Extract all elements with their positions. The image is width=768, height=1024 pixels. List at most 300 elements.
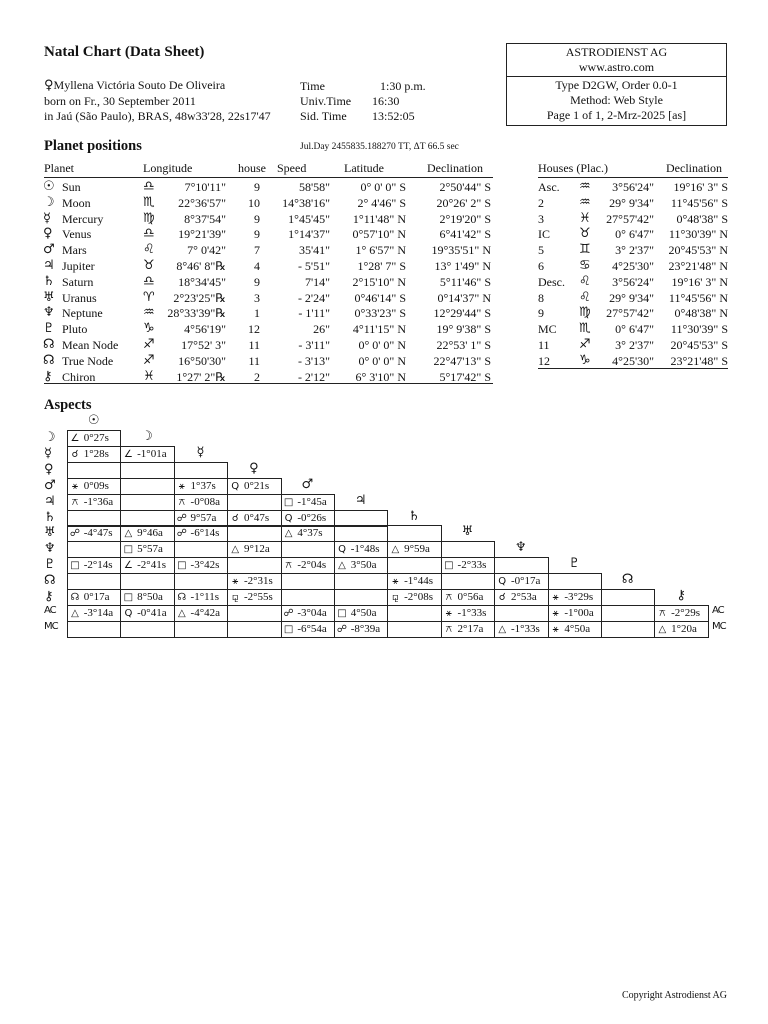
aspect-type-icon: ☊ — [70, 592, 80, 603]
aspect-cell — [441, 541, 495, 558]
aspect-type-icon: ⚻ — [445, 623, 453, 635]
house-declination: 19°16' 3" N — [671, 274, 728, 289]
aspect-type-icon: △ — [177, 607, 186, 619]
aspect-cell — [67, 573, 121, 590]
house-declination: 11°45'56" S — [670, 195, 728, 210]
aspect-orb: 1°20a — [668, 622, 697, 635]
house-longitude: 3°56'24" — [612, 180, 654, 194]
aspect-orb: 8°50a — [134, 591, 163, 603]
planet-declination: 19° 9'38" S — [436, 322, 491, 337]
aspect-type-icon: □ — [283, 623, 294, 635]
zodiac-sign-icon: ♍ — [579, 305, 591, 321]
planet-speed: 7'14" — [304, 274, 330, 289]
aspect-cell — [601, 589, 655, 606]
planet-speed: - 5'51" — [297, 259, 330, 273]
page-title: Natal Chart (Data Sheet) — [44, 44, 205, 60]
planet-house: 10 — [248, 195, 260, 210]
zodiac-sign-icon: ♈ — [143, 289, 155, 305]
planet-speed: 35'41" — [298, 243, 330, 258]
aspect-row-planet-icon: ♃ — [44, 493, 56, 509]
house-longitude: 3°56'24" — [612, 274, 654, 289]
aspect-cell — [67, 494, 121, 511]
aspect-orb: -3°42s — [187, 559, 220, 572]
aspect-type-icon: ⚹ — [552, 592, 559, 603]
aspect-cell — [281, 525, 335, 542]
aspect-orb: -4°47s — [81, 527, 113, 540]
aspect-orb: -0°41a — [134, 606, 167, 619]
aspect-cell — [174, 478, 228, 495]
aspect-cell — [174, 557, 228, 574]
aspect-row-label: MC — [44, 620, 58, 632]
univ-time-value: 16:30 — [372, 94, 400, 108]
aspect-type-icon: ∠ — [70, 433, 80, 444]
aspect-cell — [227, 605, 281, 622]
zodiac-sign-icon: ♎ — [143, 226, 155, 242]
planet-latitude: 0°46'14" S — [354, 290, 406, 305]
col-header-houses: Houses (Plac.) — [538, 161, 608, 175]
aspect-cell — [334, 589, 388, 606]
aspect-cell — [120, 557, 174, 574]
aspect-cell — [494, 589, 548, 606]
planet-glyph-icon: ⚷ — [43, 368, 53, 384]
aspect-column-planet-icon: ♂ — [301, 476, 314, 492]
aspect-cell — [120, 589, 174, 606]
planet-glyph-icon: ☊ — [43, 352, 55, 368]
aspect-orb: 0°17a — [81, 591, 110, 603]
aspect-cell — [67, 430, 121, 447]
aspect-cell — [281, 541, 335, 558]
planet-house: 9 — [254, 211, 260, 226]
zodiac-sign-icon: ♑ — [143, 321, 155, 337]
aspect-orb: -1°45a — [294, 495, 327, 508]
house-declination: 20°45'53" N — [668, 243, 728, 258]
aspects-title: Aspects — [44, 397, 92, 413]
planet-name: Moon — [62, 195, 91, 210]
planet-latitude: 0° 0' 0" N — [358, 353, 406, 368]
col-header-house: house — [238, 161, 266, 175]
aspect-cell — [227, 557, 281, 574]
aspect-orb: 2°17a — [454, 622, 484, 635]
house-longitude: 4°25'30" — [612, 353, 654, 368]
aspect-orb: 4°50a — [348, 606, 377, 619]
zodiac-sign-icon: ♒ — [579, 179, 591, 194]
aspect-row-planet-icon: ♄ — [44, 509, 56, 525]
house-name: Asc. — [538, 180, 560, 194]
aspect-cell — [281, 621, 335, 638]
aspect-orb: -2°04s — [294, 559, 327, 572]
aspect-orb: -1°36a — [81, 495, 114, 508]
zodiac-sign-icon: ♋ — [579, 258, 591, 273]
aspect-type-icon: Q — [124, 607, 133, 619]
aspect-cell — [67, 605, 121, 622]
aspect-cell — [654, 605, 708, 622]
zodiac-sign-icon: ♎ — [143, 179, 155, 194]
planet-longitude: 8°46' 8"℞ — [176, 259, 226, 273]
house-declination: 11°30'39" S — [670, 322, 728, 337]
aspect-type-icon: △ — [124, 528, 133, 540]
planet-latitude: 2°15'10" N — [352, 274, 406, 289]
house-name: MC — [538, 322, 557, 337]
aspect-type-icon: ⚹ — [552, 623, 559, 635]
planet-declination: 5°17'42" S — [439, 369, 491, 384]
julian-day: Jul.Day 2455835.188270 TT, ΔT 66.5 sec — [300, 142, 459, 152]
aspect-type-icon: ⚻ — [659, 607, 666, 619]
planet-latitude: 6° 3'10" N — [355, 369, 406, 384]
planet-declination: 12°29'44" S — [433, 306, 491, 321]
aspect-column-planet-icon: ☉ — [87, 413, 100, 429]
aspect-orb: 0°09s — [81, 479, 109, 492]
zodiac-sign-icon: ♏ — [579, 321, 591, 337]
aspect-cell — [281, 557, 335, 574]
zodiac-sign-icon: ♊ — [579, 242, 591, 258]
house-longitude: 27°57'42" — [606, 306, 654, 321]
aspect-type-icon: ☍ — [176, 512, 187, 524]
aspect-column-planet-icon: ♃ — [354, 492, 367, 508]
zodiac-sign-icon: ♐ — [143, 352, 155, 368]
aspect-type-icon: ⚼ — [231, 592, 239, 603]
aspect-row-planet-icon: ♇ — [44, 557, 56, 573]
planet-latitude: 4°11'15" N — [352, 322, 406, 337]
aspect-orb: 4°37s — [294, 527, 323, 540]
aspect-type-icon: □ — [177, 560, 187, 572]
aspect-orb: -3°04a — [294, 606, 327, 619]
aspect-orb: 4°50a — [561, 622, 591, 635]
aspect-orb: 9°46a — [134, 527, 163, 540]
planet-name: Sun — [62, 180, 81, 194]
aspect-cell — [387, 573, 441, 590]
aspect-cell — [120, 462, 174, 479]
aspect-cell — [227, 494, 281, 511]
aspect-cell — [494, 605, 548, 622]
house-longitude: 4°25'30" — [612, 259, 654, 273]
aspect-type-icon: ⚹ — [72, 480, 78, 492]
aspect-row-label-right: AC — [712, 604, 724, 616]
aspect-cell — [441, 605, 495, 622]
planet-glyph-icon: ☉ — [43, 179, 55, 194]
house-declination: 20°45'53" S — [670, 338, 728, 352]
aspect-type-icon: ⚹ — [392, 576, 399, 588]
aspect-type-icon: △ — [71, 607, 79, 619]
aspect-type-icon: ☊ — [177, 592, 187, 603]
aspect-cell — [387, 557, 441, 574]
house-name: 11 — [538, 338, 550, 352]
planet-glyph-icon: ♀ — [43, 226, 53, 242]
aspect-cell — [494, 557, 548, 574]
zodiac-sign-icon: ♐ — [143, 337, 155, 352]
aspect-column-planet-icon: ☽ — [141, 429, 153, 444]
aspect-orb: -6°14s — [187, 527, 220, 540]
aspect-orb: -1°33s — [508, 622, 540, 635]
zodiac-sign-icon: ♏ — [143, 194, 155, 210]
aspect-cell — [548, 589, 602, 606]
planet-name: Uranus — [62, 290, 97, 305]
aspect-type-icon: Q — [231, 480, 240, 492]
aspect-row-planet-icon: ♆ — [44, 541, 56, 557]
aspect-orb: -2°55s — [241, 591, 273, 603]
planet-longitude: 19°21'39" — [178, 227, 226, 242]
aspect-cell — [548, 605, 602, 622]
aspect-cell — [227, 573, 281, 590]
person-name: Myllena Victória Souto De Oliveira — [53, 78, 226, 92]
aspect-cell — [654, 621, 708, 638]
aspect-cell — [281, 494, 335, 511]
aspect-orb: 0°21s — [241, 479, 270, 492]
aspect-column-planet-icon: ⚷ — [676, 588, 686, 603]
planet-longitude: 28°33'39"℞ — [167, 306, 226, 321]
aspect-type-icon: Q — [284, 512, 293, 524]
planet-speed: 1°14'37" — [288, 227, 330, 242]
aspect-cell — [601, 621, 655, 638]
aspect-type-icon: □ — [70, 560, 80, 572]
aspect-cell — [548, 621, 602, 638]
planet-declination: 2°50'44" S — [439, 180, 491, 194]
aspect-orb: -3°29s — [561, 591, 594, 603]
aspect-column-planet-icon: ♇ — [568, 556, 581, 572]
aspect-type-icon: Q — [338, 544, 346, 556]
aspect-type-icon: ⚹ — [552, 607, 559, 619]
aspect-orb: -3°14a — [81, 606, 114, 619]
aspect-orb: 9°12a — [241, 543, 270, 556]
aspect-column-planet-icon: ♆ — [515, 540, 527, 556]
planet-longitude: 7°10'11" — [184, 180, 226, 194]
planet-house: 1 — [254, 306, 260, 321]
aspect-row-planet-icon: ♂ — [44, 477, 56, 493]
aspect-cell — [67, 541, 121, 558]
aspect-type-icon: ☌ — [498, 592, 506, 603]
planet-glyph-icon: ♇ — [43, 321, 55, 337]
sid-time-label: Sid. Time — [300, 109, 347, 123]
house-longitude: 3° 2'37" — [615, 243, 654, 258]
col-header-latitude: Latitude — [344, 161, 384, 175]
planet-glyph-icon: ♆ — [43, 305, 55, 321]
aspect-type-icon: ☌ — [71, 448, 79, 460]
house-longitude: 29° 9'34" — [609, 290, 654, 305]
planet-speed: 14°38'16" — [282, 195, 330, 210]
planet-declination: 22°53' 1" S — [436, 338, 491, 352]
aspect-type-icon: ☍ — [69, 528, 81, 540]
aspect-cell — [441, 589, 495, 606]
copyright: Copyright Astrodienst AG — [622, 990, 728, 1001]
planet-declination: 22°47'13" S — [433, 353, 491, 368]
aspect-type-icon: □ — [123, 592, 134, 603]
planet-longitude: 4°56'19" — [184, 322, 226, 337]
house-name: 2 — [538, 195, 544, 210]
aspect-row-label: AC — [44, 604, 56, 616]
planet-house: 4 — [254, 259, 260, 273]
aspect-cell — [334, 510, 388, 527]
planet-latitude: 1° 6'57" N — [355, 243, 406, 258]
planet-glyph-icon: ♂ — [43, 242, 55, 258]
aspect-orb: 1°37s — [187, 479, 216, 492]
planet-latitude: 1°11'48" N — [352, 211, 406, 226]
planet-glyph-icon: ☊ — [43, 337, 55, 352]
house-declination: 23°21'48" S — [670, 353, 728, 368]
aspect-cell — [174, 462, 228, 479]
aspect-cell — [494, 621, 548, 638]
aspect-cell — [174, 589, 228, 606]
aspect-cell — [548, 573, 602, 590]
aspect-cell — [281, 589, 335, 606]
aspect-cell — [67, 462, 121, 479]
aspect-cell — [227, 478, 281, 495]
planet-glyph-icon: ☽ — [43, 194, 55, 210]
house-declination: 11°45'56" N — [668, 290, 728, 305]
aspect-cell — [120, 446, 174, 463]
aspect-cell — [494, 573, 548, 590]
aspect-cell — [441, 621, 495, 638]
aspect-type-icon: ⚹ — [178, 480, 185, 492]
page-line: Page 1 of 1, 2-Mrz-2025 [as] — [546, 108, 687, 122]
planet-declination: 20°26' 2" S — [436, 195, 491, 210]
univ-time-label: Univ.Time — [300, 94, 352, 108]
aspect-type-icon: ⚻ — [445, 592, 453, 603]
planet-longitude: 16°50'30" — [178, 353, 226, 368]
planet-glyph-icon: ☿ — [43, 210, 51, 226]
aspect-orb: -0°08a — [187, 495, 220, 508]
house-name: 6 — [538, 259, 544, 273]
aspect-cell — [387, 605, 441, 622]
aspect-type-icon: ⚹ — [232, 576, 239, 588]
aspect-cell — [227, 589, 281, 606]
aspect-orb: -0°26s — [294, 511, 327, 524]
aspect-orb: 9°57a — [187, 511, 217, 524]
aspect-orb: 1°28s — [81, 447, 109, 460]
house-declination: 11°30'39" N — [668, 227, 728, 242]
aspect-orb: 0°56a — [454, 591, 484, 603]
planet-speed: - 3'13" — [297, 353, 330, 368]
aspect-orb: 3°50a — [348, 559, 377, 572]
aspect-cell — [120, 573, 174, 590]
planet-longitude: 18°34'45" — [178, 274, 226, 289]
planet-house: 7 — [254, 243, 260, 258]
aspect-type-icon: ⚻ — [71, 496, 79, 508]
aspect-type-icon: □ — [337, 607, 347, 619]
aspect-orb: -8°39a — [348, 622, 381, 635]
planet-name: Mercury — [62, 211, 104, 226]
planet-house: 9 — [254, 180, 260, 194]
aspect-orb: -2°33s — [454, 559, 487, 572]
aspect-cell — [120, 621, 174, 638]
aspect-type-icon: ∠ — [123, 448, 133, 460]
aspect-type-icon: □ — [444, 560, 454, 572]
planet-house: 11 — [248, 353, 260, 368]
aspect-cell — [120, 541, 174, 558]
place-line: in Jaú (São Paulo), BRAS, 48w33'28, 22s17'47 — [44, 109, 271, 123]
aspect-type-icon: ⚻ — [178, 496, 186, 508]
zodiac-sign-icon: ♒ — [143, 305, 155, 321]
aspect-row-planet-icon: ☿ — [44, 445, 52, 461]
planet-name: Venus — [62, 227, 92, 242]
aspect-cell — [67, 510, 121, 527]
aspect-cell — [67, 589, 121, 606]
time-value: 1:30 p.m. — [380, 79, 426, 93]
female-icon: ♀ — [44, 78, 54, 93]
aspect-cell — [334, 573, 388, 590]
aspect-cell — [387, 541, 441, 558]
aspect-orb: 2°53a — [508, 591, 537, 603]
aspect-orb: 0°27s — [81, 432, 109, 444]
sid-time-value: 13:52:05 — [372, 109, 415, 123]
aspect-cell — [387, 589, 441, 606]
planet-glyph-icon: ♅ — [43, 289, 55, 305]
aspect-orb: -1°44s — [401, 575, 433, 588]
col-header-longitude: Longitude — [143, 161, 193, 175]
aspect-cell — [281, 573, 335, 590]
aspect-cell — [334, 525, 388, 542]
aspect-cell — [441, 573, 495, 590]
house-longitude: 0° 6'47" — [615, 227, 654, 242]
info-box — [506, 43, 727, 126]
col-header-planet: Planet — [44, 161, 74, 175]
aspect-cell — [334, 557, 388, 574]
aspect-cell — [120, 605, 174, 622]
aspect-cell — [67, 446, 121, 463]
aspect-orb: 9°59a — [401, 543, 430, 556]
aspect-orb: -4°42a — [187, 606, 220, 619]
aspect-orb: -1°48s — [348, 543, 380, 556]
aspect-cell — [174, 525, 228, 542]
aspect-cell — [67, 478, 121, 495]
aspect-row-planet-icon: ☊ — [44, 573, 56, 589]
aspect-cell — [174, 510, 228, 527]
aspect-type-icon: △ — [498, 623, 507, 635]
aspect-column-planet-icon: ♀ — [249, 460, 259, 476]
planet-name: Neptune — [62, 306, 103, 321]
planet-header-rule — [44, 177, 493, 178]
aspect-type-icon: △ — [231, 544, 240, 556]
planet-longitude: 8°37'54" — [184, 211, 226, 226]
planet-declination: 6°41'42" S — [439, 227, 491, 242]
type-line: Type D2GW, Order 0.0-1 — [555, 78, 678, 92]
method-line: Method: Web Style — [570, 93, 663, 107]
planet-declination: 2°19'20" S — [439, 211, 491, 226]
aspect-orb: -1°01a — [134, 447, 167, 460]
house-name: IC — [538, 227, 550, 242]
aspect-orb: 5°57a — [134, 543, 163, 556]
aspect-type-icon: ∠ — [123, 560, 133, 572]
planet-name: Pluto — [62, 322, 88, 337]
aspect-cell — [67, 557, 121, 574]
aspect-type-icon: □ — [123, 544, 134, 556]
planet-speed: 58'58" — [298, 180, 330, 194]
aspect-cell — [174, 621, 228, 638]
planet-name: Mars — [62, 243, 87, 258]
aspect-cell — [387, 621, 441, 638]
planet-house: 9 — [254, 274, 260, 289]
aspect-cell — [67, 621, 121, 638]
aspect-orb: -0°17a — [508, 575, 541, 588]
planet-longitude: 22°36'57" — [178, 195, 226, 210]
zodiac-sign-icon: ♉ — [579, 226, 591, 242]
aspect-cell — [174, 573, 228, 590]
aspect-type-icon: ⚼ — [391, 592, 399, 603]
planet-latitude: 0°57'10" N — [352, 227, 406, 242]
aspect-column-planet-icon: ☿ — [196, 444, 205, 460]
house-longitude: 27°57'42" — [606, 211, 654, 226]
planet-house: 12 — [248, 322, 260, 337]
aspect-orb: -6°54a — [294, 622, 327, 635]
aspect-cell — [281, 510, 335, 527]
col-header-house-declination: Declination — [666, 161, 722, 175]
aspect-cell — [334, 621, 388, 638]
col-header-speed: Speed — [277, 161, 307, 175]
aspect-orb: -2°29s — [668, 606, 700, 619]
aspect-cell — [281, 605, 335, 622]
aspect-cell — [120, 510, 174, 527]
aspect-type-icon: △ — [658, 623, 667, 635]
aspect-cell — [441, 557, 495, 574]
aspect-type-icon: ☍ — [176, 528, 187, 540]
